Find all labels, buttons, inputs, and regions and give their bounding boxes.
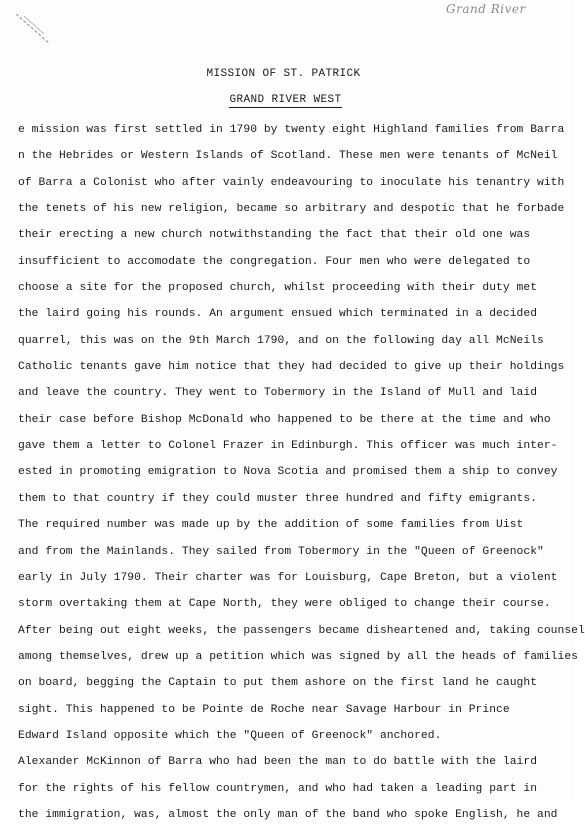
document-subtitle-text: GRAND RIVER WEST <box>229 94 342 106</box>
text-line: After being out eight weeks, the passengers became disheartened and, taking counsel <box>18 624 585 637</box>
corner-pencil-mark-icon <box>14 12 54 48</box>
text-line: their erecting a new church notwithstanding the fact that their old one was <box>18 229 531 242</box>
text-line: and from the Mainlands. They sailed from Tobermory in the "Queen of Greenock" <box>18 545 544 558</box>
handwritten-margin-note: Grand River <box>446 2 526 16</box>
document-title: MISSION OF ST. PATRICK <box>206 68 361 80</box>
text-line: e mission was first settled in 1790 by twenty eight Highland families from Barra <box>18 124 565 136</box>
text-line: storm overtaking them at Cape North, they were obliged to change their course. <box>18 598 551 611</box>
text-line: early in July 1790. Their charter was for Louisburg, Cape Breton, but a violent <box>18 571 558 584</box>
text-line: n the Hebrides or Western Islands of Scotland. These men were tenants of McNeil <box>18 150 558 163</box>
text-line: for the rights of his fellow countrymen, and who had taken a leading part in <box>18 782 538 795</box>
text-line: Alexander McKinnon of Barra who had been the man to do battle with the laird <box>18 756 538 769</box>
text-line: their case before Bishop McDonald who happened to be there at the time and who <box>18 413 551 426</box>
text-line: The required number was made up by the addition of some families from Uist <box>18 519 524 532</box>
text-line: sight. This happened to be Pointe de Roche near Savage Harbour in Prince <box>18 703 510 716</box>
text-line: choose a site for the proposed church, whilst proceeding with their duty met <box>18 282 538 295</box>
document-subtitle <box>0 94 573 106</box>
text-line: of Barra a Colonist who after vainly endeavouring to inoculate his tenantry with <box>18 176 565 189</box>
text-line: the tenets of his new religion, became so arbitrary and despotic that he forbade <box>18 203 565 216</box>
text-line: gave them a letter to Colonel Frazer in Edinburgh. This officer was much inter- <box>18 440 558 453</box>
text-line: on board, begging the Captain to put them ashore on the first land he caught <box>18 677 538 690</box>
body-text <box>18 117 585 828</box>
text-line: the immigration, was, almost the only man of the band who spoke English, he and <box>18 808 558 821</box>
text-line: Catholic tenants gave him notice that they had decided to give up their holdings <box>18 361 565 374</box>
text-line: the laird going his rounds. An argument ensued which terminated in a decided <box>18 308 538 321</box>
text-line: and leave the country. They went to Tobermory in the Island of Mull and laid <box>18 387 538 400</box>
text-line: them to that country if they could muster three hundred and fifty emigrants. <box>18 492 538 505</box>
text-line: Edward Island opposite which the "Queen of Greenock" anchored. <box>18 729 442 742</box>
text-line: among themselves, drew up a petition which was signed by all the heads of families <box>18 650 578 663</box>
text-line: ested in promoting emigration to Nova Scotia and promised them a ship to convey <box>18 466 558 479</box>
text-line: quarrel, this was on the 9th March 1790, and on the following day all McNeils <box>18 334 544 347</box>
text-line: insufficient to accomodate the congregation. Four men who were delegated to <box>18 255 531 268</box>
